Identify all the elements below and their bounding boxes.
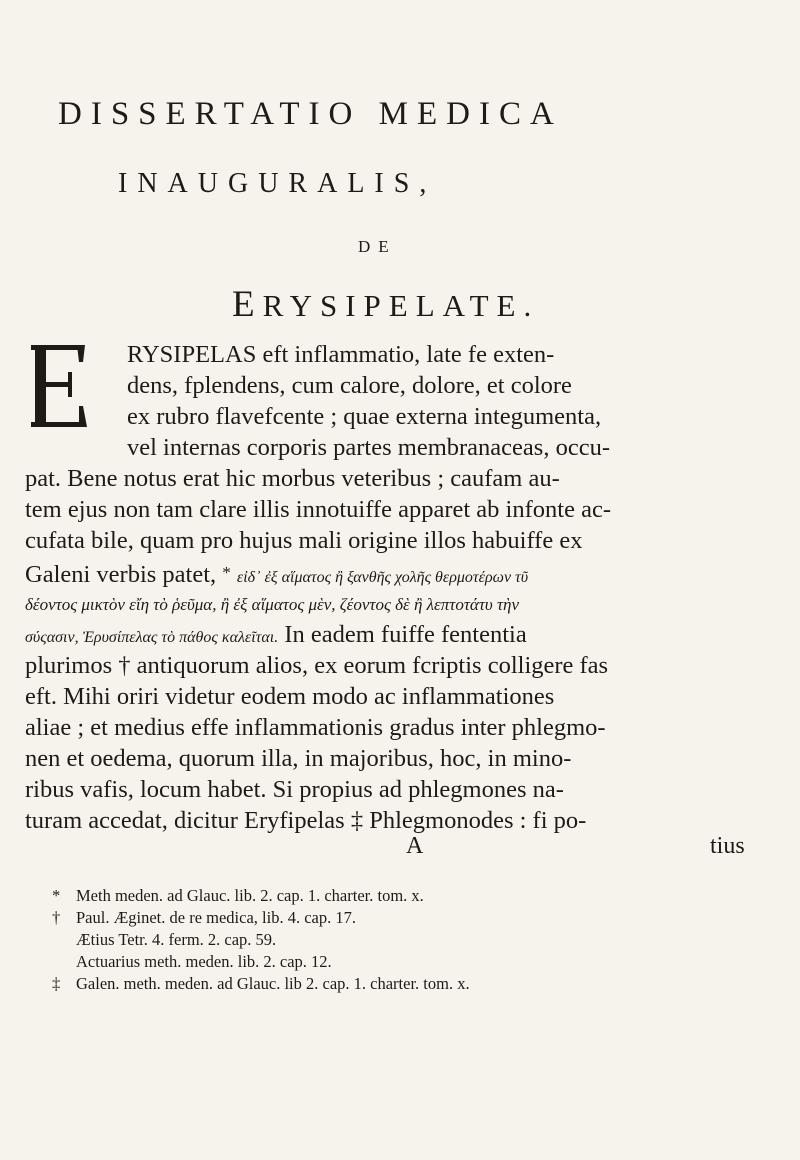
footnote-3-text: Ætius Tetr. 4. ferm. 2. cap. 59. xyxy=(76,930,277,949)
body-line-5: pat. Bene notus erat hic morbus veteribus ; caufam au- xyxy=(25,465,560,492)
body-line-11: plurimos † antiquorum alios, ex eorum fcriptis colligere fas xyxy=(25,652,609,679)
title-main: DISSERTATIO MEDICA xyxy=(58,96,563,132)
footnote-4-text: Actuarius meth. meden. lib. 2. cap. 12. xyxy=(76,952,332,971)
title-subtitle: INAUGURALIS, xyxy=(118,168,437,199)
footnote-5 xyxy=(52,974,470,994)
body-line-12: eft. Mihi oriri videtur eodem modo ac inflammationes xyxy=(25,683,555,710)
body-line-10-greek: σύςασιν, Ἐρυσίπελας τὸ πάθος καλεῖται. xyxy=(25,629,279,646)
title-topic-initial: E xyxy=(232,284,263,325)
body-line-6: tem ejus non tam clare illis innotuiffe apparet ab infonte ac- xyxy=(25,496,611,523)
body-line-8-latin: Galeni verbis patet, xyxy=(25,561,217,588)
body-line-7: cufata bile, quam pro hujus mali origine illos habuiffe ex xyxy=(25,527,583,554)
footnote-2-mark: † xyxy=(52,908,61,927)
footnote-1 xyxy=(52,886,424,906)
footnote-3 xyxy=(52,930,276,950)
body-line-15: ribus vafis, locum habet. Si propius ad phlegmones na- xyxy=(25,776,564,803)
footnote-5-text: Galen. meth. meden. ad Glauc. lib 2. cap. 1. charter. tom. x. xyxy=(76,974,470,993)
body-line-10 xyxy=(25,620,527,650)
title-de: DE xyxy=(358,237,397,256)
body-line-16: turam accedat, dicitur Eryfipelas ‡ Phlegmonodes : fi po- xyxy=(25,807,587,834)
body-line-3: ex rubro flavefcente ; quae externa integumenta, xyxy=(127,403,602,430)
footnote-1-mark: * xyxy=(52,886,61,905)
footnote-2 xyxy=(52,908,356,928)
catchword: tius xyxy=(710,833,745,859)
drop-cap-letter xyxy=(29,342,89,430)
body-line-4: vel internas corporis partes membranaceas, occu- xyxy=(127,434,610,461)
title-topic xyxy=(232,283,539,326)
body-line-2: dens, fplendens, cum calore, dolore, et colore xyxy=(127,372,572,399)
body-line-10-latin: In eadem fuiffe fententia xyxy=(284,621,527,648)
body-line-14: nen et oedema, quorum illa, in majoribus, hoc, in mino- xyxy=(25,745,572,772)
footnote-1-text: Meth meden. ad Glauc. lib. 2. cap. 1. charter. tom. x. xyxy=(76,886,424,905)
drop-cap-glyph xyxy=(29,342,89,430)
footnote-4 xyxy=(52,952,332,972)
body-line-13: aliae ; et medius effe inflammationis gradus inter phlegmo- xyxy=(25,714,606,741)
body-line-8-greek: εἰδ᾽ ἐξ αἵματος ἢ ξανθῆς χολῆς θερμοτέρων τῦ xyxy=(236,569,529,586)
title-topic-rest: RYSIPELATE. xyxy=(262,288,540,323)
body-line-9-greek: δέοντος μικτὸν εἴη τὸ ῥεῦμα, ἢ ἐξ αἵματος μὲν, ζέοντος δὲ ἢ λεπτοτάτυ τὴν xyxy=(25,595,520,614)
body-line-1: RYSIPELAS eft inflammatio, late fe exten- xyxy=(127,341,555,368)
footnote-ref-asterisk: * xyxy=(222,563,231,582)
body-line-8 xyxy=(25,558,528,588)
signature-mark: A xyxy=(406,833,424,859)
footnote-5-mark: ‡ xyxy=(52,974,61,993)
footnote-2-text: Paul. Æginet. de re medica, lib. 4. cap. 17. xyxy=(76,908,356,927)
